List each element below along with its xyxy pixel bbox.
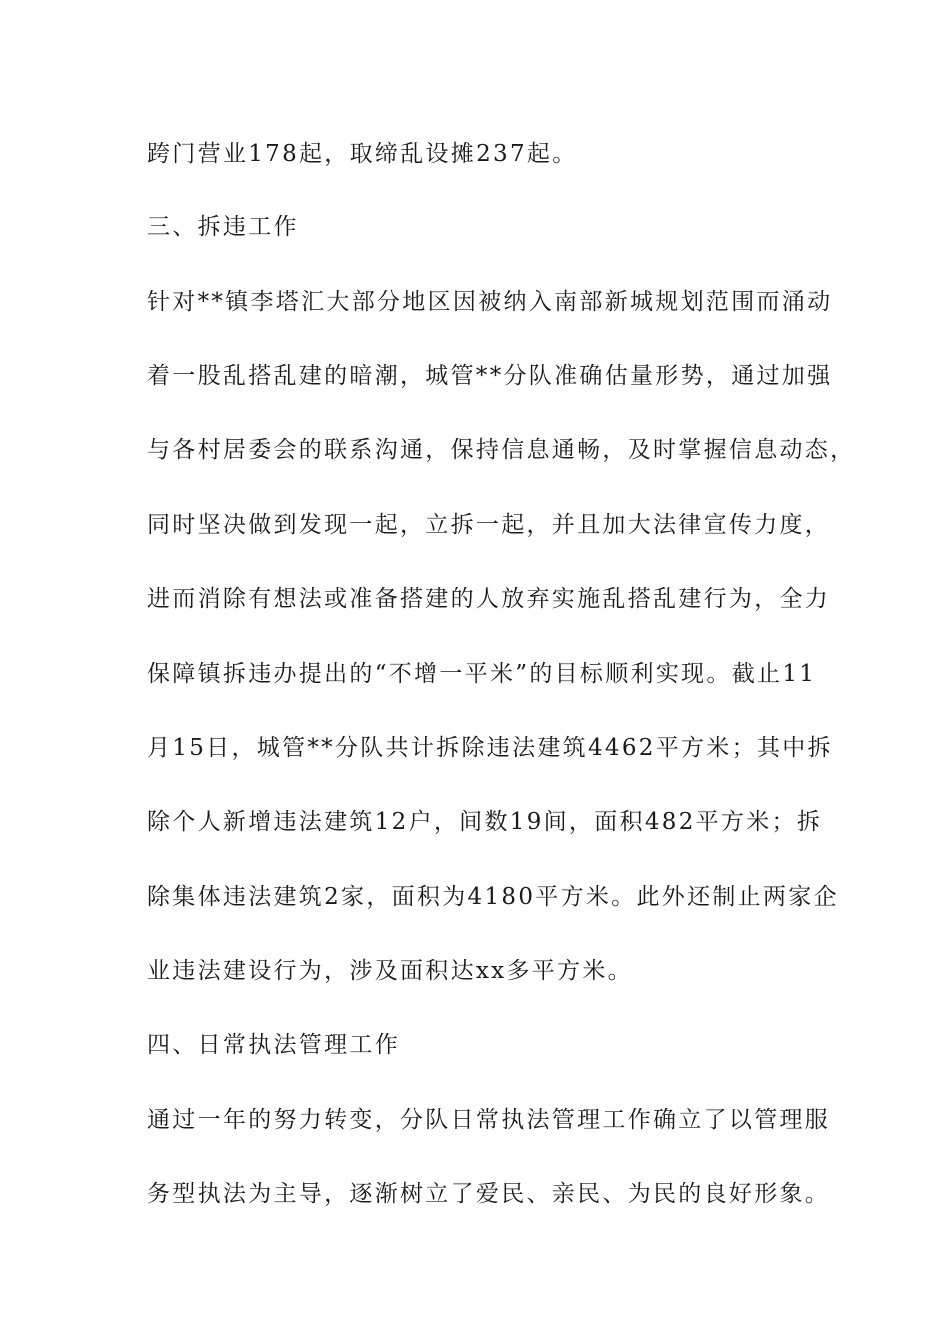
text-line: 月15日，城管**分队共计拆除违法建筑4462平方米；其中拆 [147, 735, 833, 761]
section-heading: 四、日常执法管理工作 [147, 1032, 400, 1058]
text-line: 同时坚决做到发现一起，立拆一起，并且加大法律宣传力度， [147, 512, 831, 538]
text-line: 通过一年的努力转变，分队日常执法管理工作确立了以管理服 [147, 1107, 831, 1133]
text-line: 保障镇拆违办提出的“不增一平米”的目标顺利实现。截止11 [147, 661, 817, 687]
text-line: 务型执法为主导，逐渐树立了爱民、亲民、为民的良好形象。 [147, 1181, 831, 1207]
section-heading: 三、拆违工作 [147, 214, 299, 240]
text-line: 业违法建设行为，涉及面积达xx多平方米。 [147, 958, 633, 984]
text-line: 着一股乱搭乱建的暗潮，城管**分队准确估量形势，通过加强 [147, 363, 833, 389]
text-line: 跨门营业178起，取缔乱设摊237起。 [147, 141, 578, 167]
text-line: 除个人新增违法建筑12户，间数19间，面积482平方米；拆 [147, 809, 823, 835]
text-line: 针对**镇李塔汇大部分地区因被纳入南部新城规划范围而涌动 [147, 289, 833, 315]
text-line: 与各村居委会的联系沟通，保持信息通畅，及时掌握信息动态， [147, 437, 856, 463]
text-line: 除集体违法建筑2家，面积为4180平方米。此外还制止两家企 [147, 884, 839, 910]
text-line: 进而消除有想法或准备搭建的人放弃实施乱搭乱建行为，全力 [147, 586, 831, 612]
